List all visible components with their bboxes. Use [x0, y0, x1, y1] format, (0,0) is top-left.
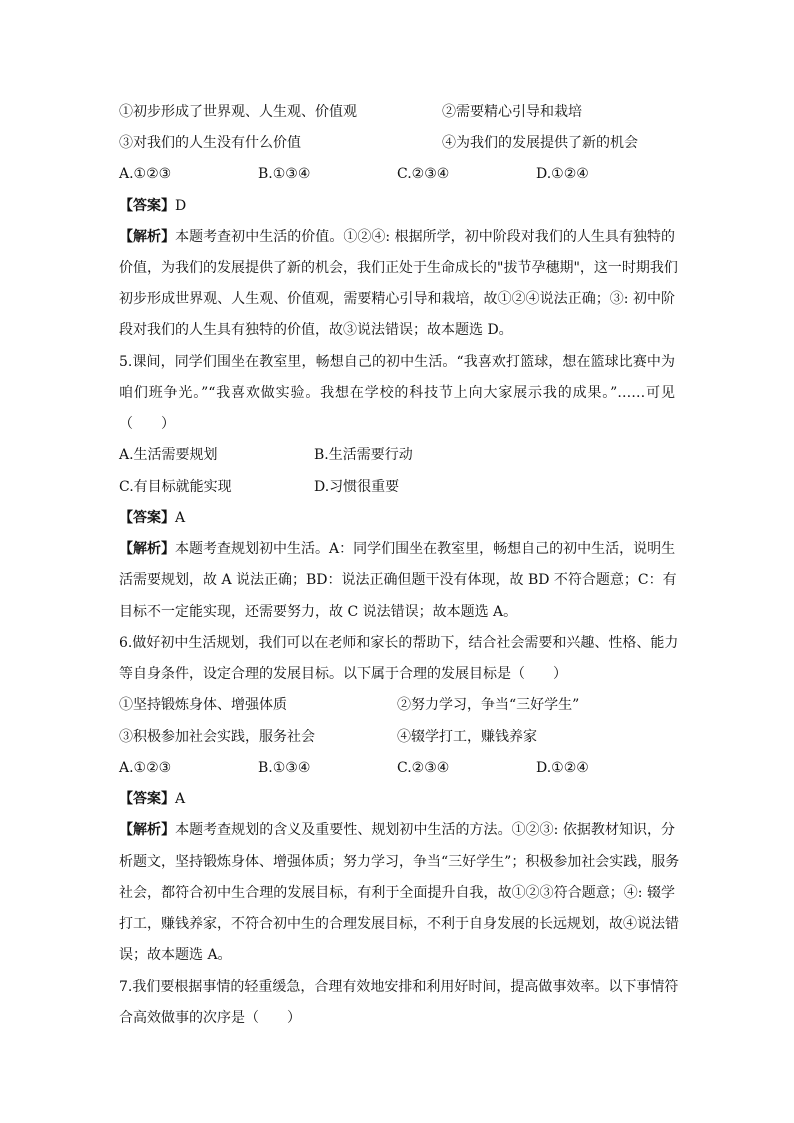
analysis-text: 本题考查初中生活的价值。①②④: 根据所学，初中阶段对我们的人生具有独特的: [175, 229, 676, 245]
q6-option-1: ①坚持锻炼身体、增强体质: [119, 697, 287, 713]
q4-choice-b: B.①③④: [258, 166, 311, 182]
q6-choice-a: A.①②③: [119, 760, 172, 776]
q6-analysis-line-3: 社会，都符合初中生合理的发展目标，有利于全面提升自我，故①②③符合题意；④: 辍学: [119, 885, 675, 901]
q4-analysis-line-1: [119, 227, 675, 247]
q6-analysis-line-5: 误；故本题选 A。: [119, 947, 232, 963]
q6-choice-c: C.②③④: [397, 760, 450, 776]
answer-tag: 【答案】: [119, 198, 175, 214]
q4-option-1: ①初步形成了世界观、人生观、价值观: [119, 104, 357, 120]
answer-value: A: [175, 510, 186, 526]
analysis-tag: 【解析】: [119, 229, 176, 245]
q6-option-2: ②努力学习，争当“三好学生”: [397, 697, 580, 713]
q5-answer: [119, 508, 185, 528]
q7-stem-line-1: 7.我们要根据事情的轻重缓急，合理有效地安排和利用好时间，提高做事效率。以下事情符: [119, 979, 679, 995]
q4-choice-a: A.①②③: [119, 166, 172, 182]
analysis-tag: 【解析】: [119, 822, 176, 838]
answer-value: A: [175, 791, 186, 807]
q5-analysis-line-3: 目标不一定能实现，还需要努力，故 C 说法错误；故本题选 A。: [119, 604, 518, 620]
analysis-text: 本题考查规划初中生活。A：同学们围坐在教室里，畅想自己的初中生活，说明生: [175, 541, 676, 557]
q4-choice-c: C.②③④: [397, 166, 450, 182]
q6-option-4: ④辍学打工，赚钱养家: [397, 729, 537, 745]
q5-option-a: A.生活需要规划: [119, 447, 218, 463]
q7-stem-line-2: 合高效做事的次序是（ ）: [119, 1010, 301, 1026]
q6-choice-d: D.①②④: [536, 760, 589, 776]
q4-analysis-line-3: 初步形成世界观、人生观、价值观，需要精心引导和栽培，故①②④说法正确；③: 初中阶: [119, 291, 675, 307]
q4-analysis-line-4: 段对我们的人生具有独特的价值，故③说法错误；故本题选 D。: [119, 322, 513, 338]
q4-analysis-line-2: 价值，为我们的发展提供了新的机会，我们正处于生命成长的"拔节孕穗期"，这一时期我们: [119, 260, 678, 276]
q6-choice-b: B.①③④: [258, 760, 311, 776]
q6-analysis-line-4: 打工，赚钱养家，不符合初中生的合理发展目标，不利于自身发展的长远规划，故④说法错: [119, 916, 679, 932]
q6-stem-line-2: 等自身条件，设定合理的发展目标。以下属于合理的发展目标是（ ）: [119, 666, 567, 682]
analysis-text: 本题考查规划的含义及重要性、规划初中生活的方法。①②③: 依据教材知识，分: [175, 822, 676, 838]
q6-analysis-line-1: [119, 820, 675, 840]
q5-option-c: C.有目标就能实现: [119, 479, 232, 495]
answer-tag: 【答案】: [119, 510, 175, 526]
q6-analysis-line-2: 析题文，坚持锻炼身体、增强体质；努力学习，争当“三好学生”；积极参加社会实践，服务: [119, 854, 680, 870]
answer-value: D: [175, 198, 187, 214]
q4-option-4: ④为我们的发展提供了新的机会: [442, 135, 638, 151]
q4-choice-d: D.①②④: [536, 166, 589, 182]
q5-stem-line-2: 咱们班争光。”“我喜欢做实验。我想在学校的科技节上向大家展示我的成果。”……可见: [119, 385, 675, 401]
q5-option-d: D.习惯很重要: [314, 479, 400, 495]
q5-stem-line-3: （ ）: [119, 416, 175, 432]
q6-option-3: ③积极参加社会实践，服务社会: [119, 729, 315, 745]
q4-answer: [119, 196, 186, 216]
analysis-tag: 【解析】: [119, 541, 175, 557]
q5-stem-line-1: 5.课间，同学们围坐在教室里，畅想自己的初中生活。“我喜欢打篮球，想在篮球比赛中为: [119, 354, 675, 370]
q4-option-3: ③对我们的人生没有什么价值: [119, 135, 301, 151]
q6-stem-line-1: 6.做好初中生活规划，我们可以在老师和家长的帮助下，结合社会需要和兴趣、性格、能力: [119, 635, 679, 651]
q5-analysis-line-1: [119, 539, 675, 559]
answer-tag: 【答案】: [119, 791, 175, 807]
q6-answer: [119, 789, 185, 809]
q5-option-b: B.生活需要行动: [314, 447, 413, 463]
q5-analysis-line-2: 活需要规划，故 A 说法正确；BD：说法正确但题干没有体现，故 BD 不符合题意；C：有: [119, 572, 677, 588]
q4-option-2: ②需要精心引导和栽培: [442, 104, 582, 120]
